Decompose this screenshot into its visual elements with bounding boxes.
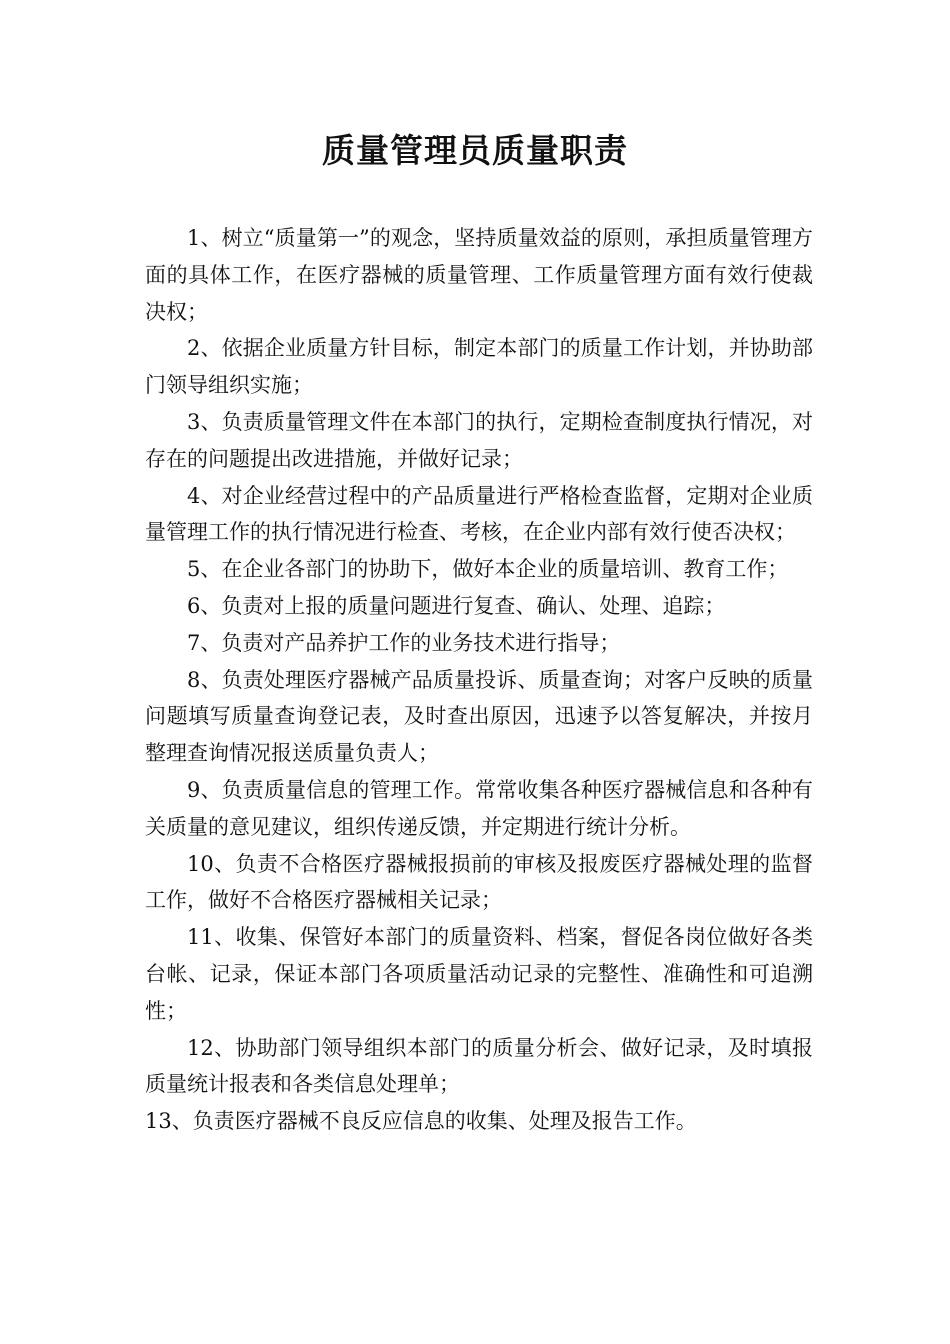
duty-item-12: 12、协助部门领导组织本部门的质量分析会、做好记录，及时填报质量统计报表和各类信息处理单； <box>145 1035 813 1097</box>
duty-item-4: 4、对企业经营过程中的产品质量进行严格检查监督，定期对企业质量管理工作的执行情况进行检查、考核，在企业内部有效行使否决权； <box>145 483 813 545</box>
duty-item-2: 2、依据企业质量方针目标，制定本部门的质量工作计划，并协助部门领导组织实施； <box>145 336 813 398</box>
duty-item-13: 13、负责医疗器械不良反应信息的收集、处理及报告工作。 <box>145 1109 697 1134</box>
duty-item-10: 10、负责不合格医疗器械报损前的审核及报废医疗器械处理的监督工作，做好不合格医疗器械相关记录； <box>145 851 813 913</box>
duty-item-8: 8、负责处理医疗器械产品质量投诉、质量查询；对客户反映的质量问题填写质量查询登记表，及时查出原因，迅速予以答复解决，并按月整理查询情况报送质量负责人； <box>145 667 813 766</box>
duty-item-11: 11、收集、保管好本部门的质量资料、档案，督促各岗位做好各类台帐、记录，保证本部门各项质量活动记录的完整性、准确性和可追溯性； <box>145 925 813 1023</box>
duty-item-1: 1、树立“质量第一”的观念，坚持质量效益的原则，承担质量管理方面的具体工作，在医疗器械的质量管理、工作质量管理方面有效行使裁决权； <box>145 226 813 324</box>
duty-item-5: 5、在企业各部门的协助下，做好本企业的质量培训、教育工作； <box>187 557 789 582</box>
document-title: 质量管理员质量职责 <box>322 131 628 170</box>
duty-item-9: 9、负责质量信息的管理工作。常常收集各种医疗器械信息和各种有关质量的意见建议，组织传递反馈，并定期进行统计分析。 <box>145 777 813 839</box>
duty-item-3: 3、负责质量管理文件在本部门的执行，定期检查制度执行情况，对存在的问题提出改进措施，并做好记录； <box>145 409 813 471</box>
document-body <box>145 220 813 1140</box>
duty-item-6: 6、负责对上报的质量问题进行复查、确认、处理、追踪； <box>187 593 726 618</box>
duty-item-7: 7、负责对产品养护工作的业务技术进行指导； <box>187 630 621 655</box>
